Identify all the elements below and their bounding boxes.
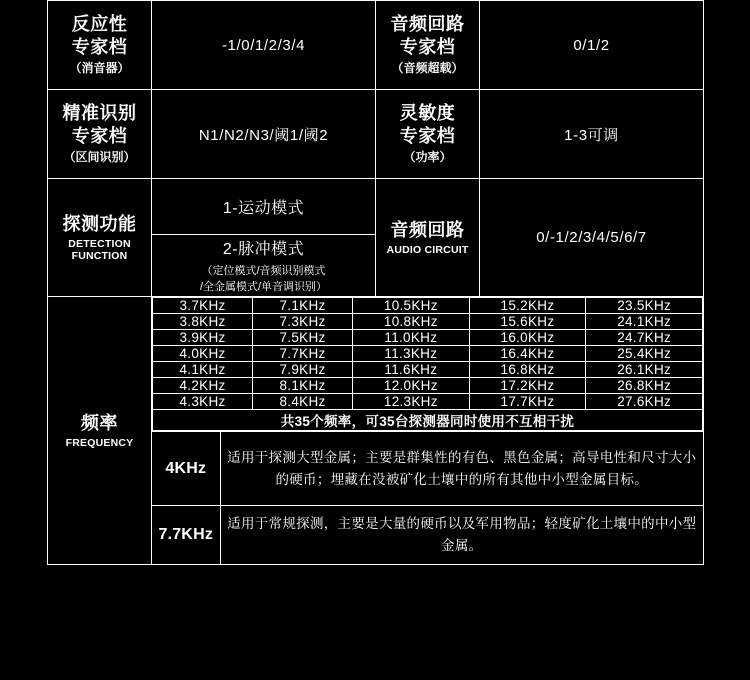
frequency-value: 15.6KHz bbox=[469, 314, 586, 330]
row-label-sub: （区间识别） bbox=[63, 150, 136, 165]
row-label-english: FREQUENCY bbox=[65, 437, 134, 449]
detection-mode-2-sub-line2: /全金属模式/单音调识别） bbox=[199, 281, 328, 293]
detection-mode-2-sub-line1: （定位模式/音频识别模式 bbox=[201, 264, 326, 277]
frequency-value: 10.8KHz bbox=[353, 314, 470, 330]
frequency-value: 11.0KHz bbox=[353, 330, 470, 346]
frequency-value: 24.1KHz bbox=[586, 314, 703, 330]
frequency-value: 11.3KHz bbox=[353, 346, 470, 362]
frequency-value: 3.8KHz bbox=[153, 314, 253, 330]
frequency-row bbox=[153, 330, 703, 346]
row-label-line1: 反应性 bbox=[71, 14, 128, 35]
row-value-reactivity: -1/0/1/2/3/4 bbox=[152, 1, 376, 90]
row-label-sensitivity bbox=[376, 90, 480, 179]
row-label-reactivity bbox=[48, 1, 152, 90]
row-label-discrimination bbox=[48, 90, 152, 179]
frequency-desc-text: 适用于常规探测，主要是大量的硬币以及军用物品；轻度矿化土壤中的中小型金属。 bbox=[220, 506, 703, 564]
row-label-sub: （音频超载） bbox=[391, 61, 464, 76]
row-label-english: AUDIO CIRCUIT bbox=[386, 244, 469, 257]
frequency-value: 7.5KHz bbox=[253, 330, 353, 346]
frequency-value: 12.3KHz bbox=[353, 394, 470, 410]
row-label-detection-function bbox=[48, 179, 152, 297]
frequency-value: 7.3KHz bbox=[253, 314, 353, 330]
table-row bbox=[48, 297, 704, 565]
frequency-value: 8.4KHz bbox=[253, 394, 353, 410]
frequency-row bbox=[153, 362, 703, 378]
frequency-value: 17.7KHz bbox=[469, 394, 586, 410]
frequency-value: 11.6KHz bbox=[353, 362, 470, 378]
row-label-audio-circuit bbox=[376, 179, 480, 297]
frequency-value: 4.0KHz bbox=[153, 346, 253, 362]
specification-table bbox=[47, 0, 704, 565]
row-label-line1: 音频回路 bbox=[390, 14, 465, 35]
frequency-value: 8.1KHz bbox=[253, 378, 353, 394]
frequency-value: 17.2KHz bbox=[469, 378, 586, 394]
row-label-line2: 专家档 bbox=[399, 36, 456, 57]
frequency-value: 10.5KHz bbox=[353, 298, 470, 314]
frequency-desc-key: 4KHz bbox=[152, 432, 220, 506]
row-label-sub: （功率） bbox=[403, 150, 452, 165]
frequency-content-cell bbox=[152, 297, 704, 565]
row-value-audio-circuit: 0/-1/2/3/4/5/6/7 bbox=[480, 179, 704, 297]
frequency-row bbox=[153, 314, 703, 330]
row-label-line1: 灵敏度 bbox=[399, 103, 456, 124]
detection-mode-2: 2-脉冲模式 bbox=[222, 240, 305, 258]
frequency-value: 4.1KHz bbox=[153, 362, 253, 378]
frequency-desc-text: 适用于探测大型金属；主要是群集性的有色、黑色金属；高导电性和尺寸大小的硬币；埋藏在没被矿化土壤中的所有其他中小型金属目标。 bbox=[220, 432, 703, 506]
frequency-value: 16.0KHz bbox=[469, 330, 586, 346]
frequency-grid bbox=[152, 297, 703, 431]
table-row bbox=[152, 506, 703, 564]
frequency-row bbox=[153, 346, 703, 362]
table-row bbox=[48, 90, 704, 179]
frequency-value: 27.6KHz bbox=[586, 394, 703, 410]
frequency-value: 26.8KHz bbox=[586, 378, 703, 394]
frequency-value: 4.3KHz bbox=[153, 394, 253, 410]
frequency-value: 12.0KHz bbox=[353, 378, 470, 394]
frequency-value: 24.7KHz bbox=[586, 330, 703, 346]
frequency-note: 共35个频率，可35台探测器同时使用不互相干扰 bbox=[153, 410, 703, 431]
row-label-line1: 精准识别 bbox=[62, 103, 137, 124]
frequency-note-row bbox=[153, 410, 703, 431]
row-value-sensitivity: 1-3可调 bbox=[480, 90, 704, 179]
frequency-value: 15.2KHz bbox=[469, 298, 586, 314]
table-row bbox=[48, 1, 704, 90]
row-label-sub: （消音器） bbox=[69, 61, 130, 76]
row-label-line2: 专家档 bbox=[71, 125, 128, 146]
table-row bbox=[152, 432, 703, 506]
detection-mode-2-cell bbox=[152, 235, 376, 297]
frequency-value: 7.9KHz bbox=[253, 362, 353, 378]
row-label-line1: 频率 bbox=[81, 412, 118, 433]
frequency-desc-key: 7.7KHz bbox=[152, 506, 220, 564]
frequency-value: 25.4KHz bbox=[586, 346, 703, 362]
frequency-value: 16.8KHz bbox=[469, 362, 586, 378]
row-label-english: DETECTION FUNCTION bbox=[68, 238, 131, 263]
frequency-description-table bbox=[152, 431, 703, 564]
frequency-value: 4.2KHz bbox=[153, 378, 253, 394]
frequency-value: 3.7KHz bbox=[153, 298, 253, 314]
frequency-value: 16.4KHz bbox=[469, 346, 586, 362]
row-label-line1: 音频回路 bbox=[390, 219, 465, 240]
frequency-value: 23.5KHz bbox=[586, 298, 703, 314]
frequency-value: 26.1KHz bbox=[586, 362, 703, 378]
detection-mode-2-sub bbox=[152, 263, 375, 296]
frequency-value: 7.1KHz bbox=[253, 298, 353, 314]
row-label-line1: 探测功能 bbox=[62, 213, 137, 234]
frequency-row bbox=[153, 298, 703, 314]
detection-mode-1: 1-运动模式 bbox=[152, 179, 376, 235]
row-value-discrimination: N1/N2/N3/阈1/阈2 bbox=[152, 90, 376, 179]
row-label-frequency bbox=[48, 297, 152, 565]
table-row bbox=[48, 179, 704, 235]
frequency-row bbox=[153, 394, 703, 410]
row-label-audio-expert bbox=[376, 1, 480, 90]
row-value-audio-expert: 0/1/2 bbox=[480, 1, 704, 90]
row-label-line2: 专家档 bbox=[399, 125, 456, 146]
frequency-row bbox=[153, 378, 703, 394]
frequency-value: 3.9KHz bbox=[153, 330, 253, 346]
frequency-value: 7.7KHz bbox=[253, 346, 353, 362]
row-label-line2: 专家档 bbox=[71, 36, 128, 57]
